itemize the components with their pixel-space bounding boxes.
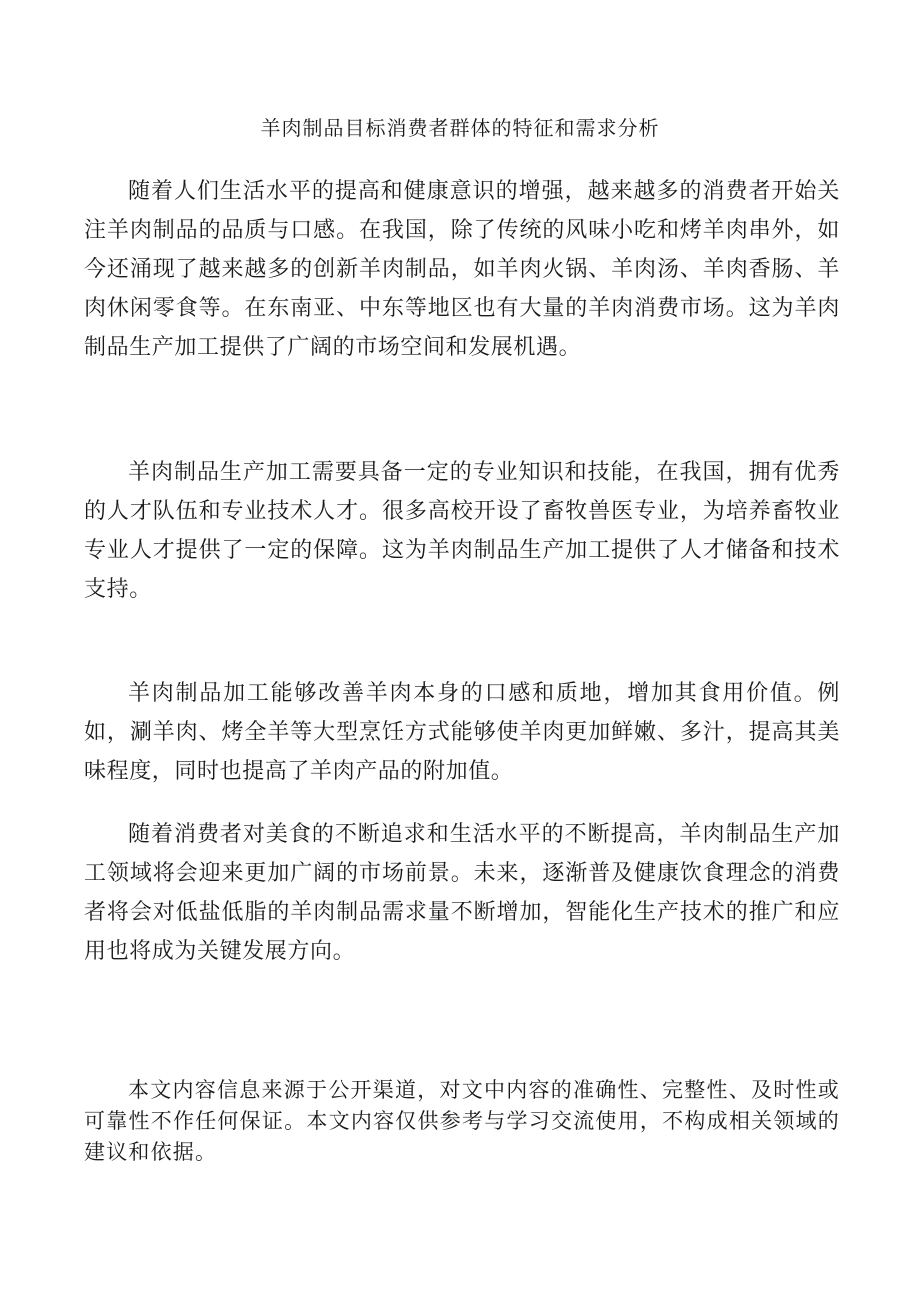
- paragraph-talent-support: 羊肉制品生产加工需要具备一定的专业知识和技能，在我国，拥有优秀的人才队伍和专业技术人才。很多高校开设了畜牧兽医专业，为培养畜牧业专业人才提供了一定的保障。这为羊肉制品生产加工提供了人才储备和技术支持。: [84, 460, 840, 602]
- paragraph-processing-value: 羊肉制品加工能够改善羊肉本身的口感和质地，增加其食用价值。例如，涮羊肉、烤全羊等大型烹饪方式能够使羊肉更加鲜嫩、多汁，提高其美味程度，同时也提高了羊肉产品的附加值。: [84, 681, 840, 784]
- document-title: 羊肉制品目标消费者群体的特征和需求分析: [260, 116, 660, 140]
- paragraph-future-outlook: 随着消费者对美食的不断追求和生活水平的不断提高，羊肉制品生产加工领域将会迎来更加广阔的市场前景。未来，逐渐普及健康饮食理念的消费者将会对低盐低脂的羊肉制品需求量不断增加，智能化生产技术的推广和应用也将成为关键发展方向。: [84, 822, 840, 964]
- disclaimer-text: 本文内容信息来源于公开渠道，对文中内容的准确性、完整性、及时性或可靠性不作任何保证。本文内容仅供参考与学习交流使用，不构成相关领域的建议和依据。: [84, 1078, 840, 1164]
- paragraph-market-demand: 随着人们生活水平的提高和健康意识的增强，越来越多的消费者开始关注羊肉制品的品质与口感。在我国，除了传统的风味小吃和烤羊肉串外，如今还涌现了越来越多的创新羊肉制品，如羊肉火锅、羊肉汤、羊肉香肠、羊肉休闲零食等。在东南亚、中东等地区也有大量的羊肉消费市场。这为羊肉制品生产加工提供了广阔的市场空间和发展机遇。: [84, 179, 840, 360]
